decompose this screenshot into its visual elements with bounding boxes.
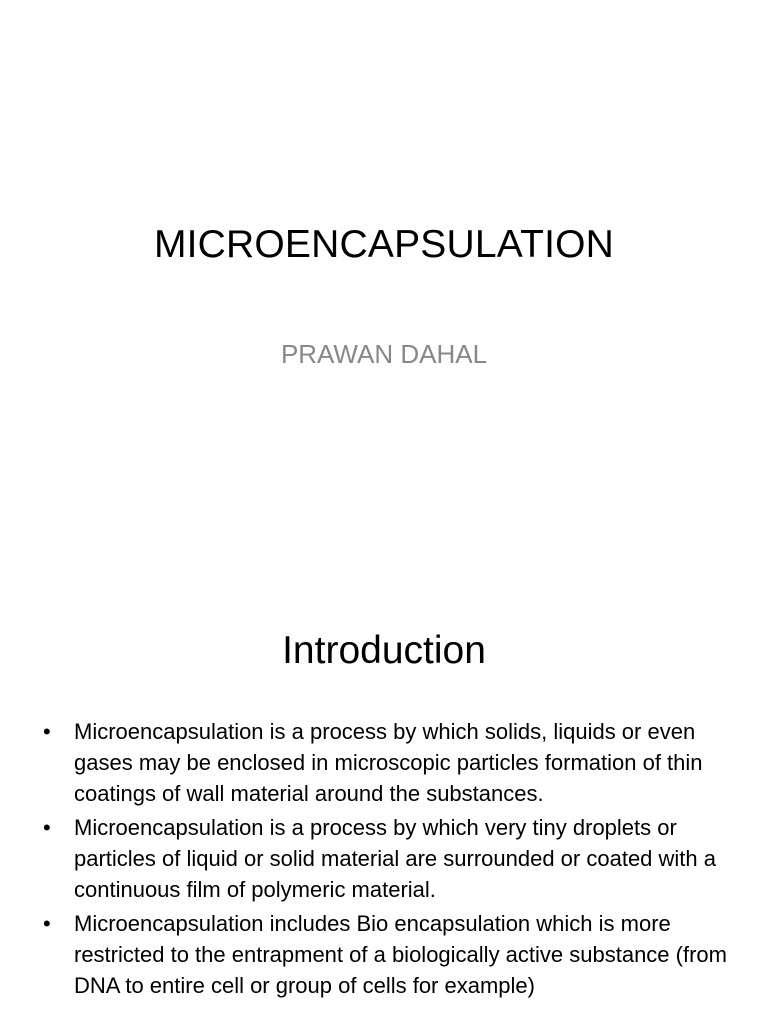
bullet-icon: • <box>43 815 51 840</box>
bullet-list <box>40 716 735 1004</box>
bullet-text: Microencapsulation is a process by which solids, liquids or even gases may be enclosed in microscopic particles formation of thin coatings of wall material around the substances. <box>74 719 703 806</box>
slide-subtitle-author: PRAWAN DAHAL <box>280 339 488 369</box>
bullet-item <box>40 908 735 1001</box>
bullet-icon: • <box>43 911 51 936</box>
bullet-icon: • <box>43 719 51 744</box>
introduction-slide <box>0 576 768 1024</box>
slide-heading: Introduction <box>282 629 486 672</box>
bullet-item <box>40 716 735 809</box>
slide-title: MICROENCAPSULATION <box>153 223 615 266</box>
bullet-text: Microencapsulation includes Bio encapsulation which is more restricted to the entrapment of a biologically active substance (from DNA to entire cell or group of cells for example) <box>74 911 727 998</box>
bullet-item <box>40 812 735 905</box>
bullet-text: Microencapsulation is a process by which very tiny droplets or particles of liquid or solid material are surrounded or coated with a continuous film of polymeric material. <box>74 815 716 902</box>
